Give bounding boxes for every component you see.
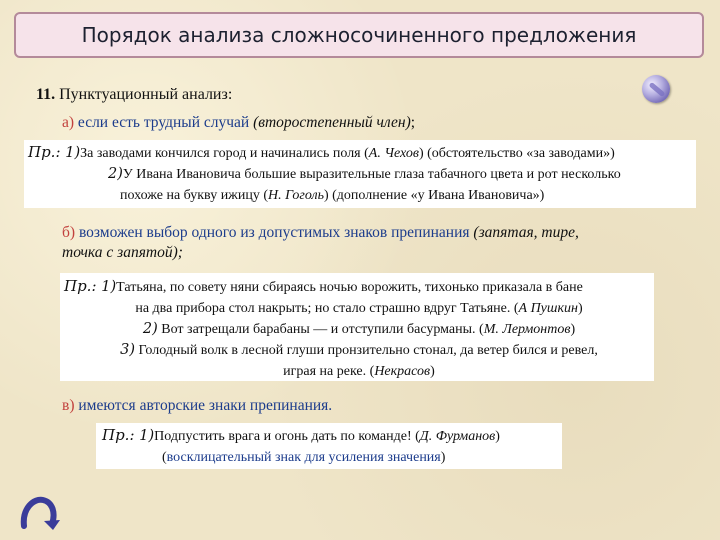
example-b-line-1 (64, 276, 654, 298)
example-a-text-3c: ) (дополнение «у Ивана Ивановича») (323, 188, 545, 203)
item-c-text: имеются авторские знаки препинания. (74, 397, 333, 414)
example-a-text-1c: ) (обстоятельство «за заводами») (418, 146, 615, 161)
example-c-text-2a: ( (162, 450, 167, 465)
section-number: 11. (36, 86, 56, 103)
example-b-text-3a: Вот затрещали барабаны — и отступили басурманы. ( (157, 322, 484, 337)
item-b-text: возможен выбор одного из допустимых знаков препинания (75, 224, 474, 241)
example-a-label: Пр.: (28, 143, 66, 161)
example-b-num-2: 2) (142, 321, 158, 337)
example-b-text-3c: ) (570, 322, 576, 337)
example-a-num-2: 2) (108, 166, 123, 182)
example-a-num-1: 1) (65, 145, 81, 161)
example-b-text-4: Голодный волк в лесной глуши пронзительно стонал, да ветер бился и ревел, (135, 343, 598, 358)
back-arrow-icon (16, 494, 62, 530)
item-a-letter: а) (62, 114, 75, 131)
item-b-italic-1: (запятая, тире, (473, 224, 579, 241)
example-box-c (96, 423, 562, 469)
example-c-line-2 (102, 447, 562, 468)
example-a-line-3 (28, 185, 696, 206)
section-heading-text: Пунктуационный анализ: (55, 86, 233, 103)
section-heading (36, 86, 232, 104)
example-b-line-5 (64, 361, 654, 382)
item-b (62, 223, 682, 263)
example-b-line-3 (64, 319, 654, 340)
item-a (62, 113, 415, 133)
example-b-text-1: Татьяна, по совету няни сбираясь ночью ворожить, тихонько приказала в бане (116, 280, 583, 295)
example-b-num-3: 3) (120, 342, 136, 358)
example-c-text-1a: Подпустить врага и огонь дать по команде! ( (154, 429, 420, 444)
item-c-letter: в) (62, 397, 75, 414)
example-a-text-1a: За заводами кончился город и начинались поля ( (80, 146, 369, 161)
example-box-a (24, 140, 696, 208)
example-b-author-3: Некрасов (374, 364, 431, 379)
example-c-num-1: 1) (139, 428, 155, 444)
example-b-text-2a: на два прибора стол накрыть; но стало страшно вдруг Татьяне. ( (135, 301, 519, 316)
example-box-b (60, 273, 654, 381)
example-c-text-1c: ) (495, 429, 500, 444)
example-a-author-1: А. Чехов (368, 146, 419, 161)
example-b-text-5c: ) (430, 364, 435, 379)
example-a-line-2 (28, 164, 696, 185)
item-a-italic: (второстепенный член) (253, 114, 411, 131)
example-b-label: Пр.: (64, 277, 102, 295)
example-a-author-2: Н. Гоголь (268, 188, 324, 203)
example-c-label: Пр.: (102, 426, 140, 444)
decorative-ball-icon (642, 75, 670, 103)
slide-title-text: Порядок анализа сложносочиненного предложения (81, 23, 637, 47)
item-a-text: если есть трудный случай (74, 114, 254, 131)
example-c-author: Д. Фурманов (419, 429, 496, 444)
example-a-text-3a: похоже на букву ижицу ( (120, 188, 269, 203)
back-arrow-button[interactable] (16, 494, 62, 530)
item-b-italic-2: точка с запятой); (62, 244, 183, 261)
item-c (62, 396, 332, 416)
example-c-text-2c: ) (440, 450, 446, 465)
example-b-line-2 (64, 298, 654, 319)
example-a-text-2: У Ивана Ивановича большие выразительные глаза табачного цвета и рот несколько (122, 167, 621, 182)
slide-title (14, 12, 704, 58)
example-c-comment: восклицательный знак для усиления значения (166, 450, 441, 465)
example-b-author-1: А Пушкин (518, 301, 578, 316)
example-b-num-1: 1) (101, 279, 117, 295)
example-a-line-1 (28, 142, 696, 164)
example-c-line-1 (102, 425, 562, 447)
example-b-line-4 (64, 340, 654, 361)
example-b-author-2: М. Лермонтов (483, 322, 571, 337)
example-b-text-5a: играя на реке. ( (283, 364, 375, 379)
item-b-letter: б) (62, 224, 76, 241)
example-b-text-2c: ) (577, 301, 583, 316)
item-a-end: ; (410, 114, 416, 131)
